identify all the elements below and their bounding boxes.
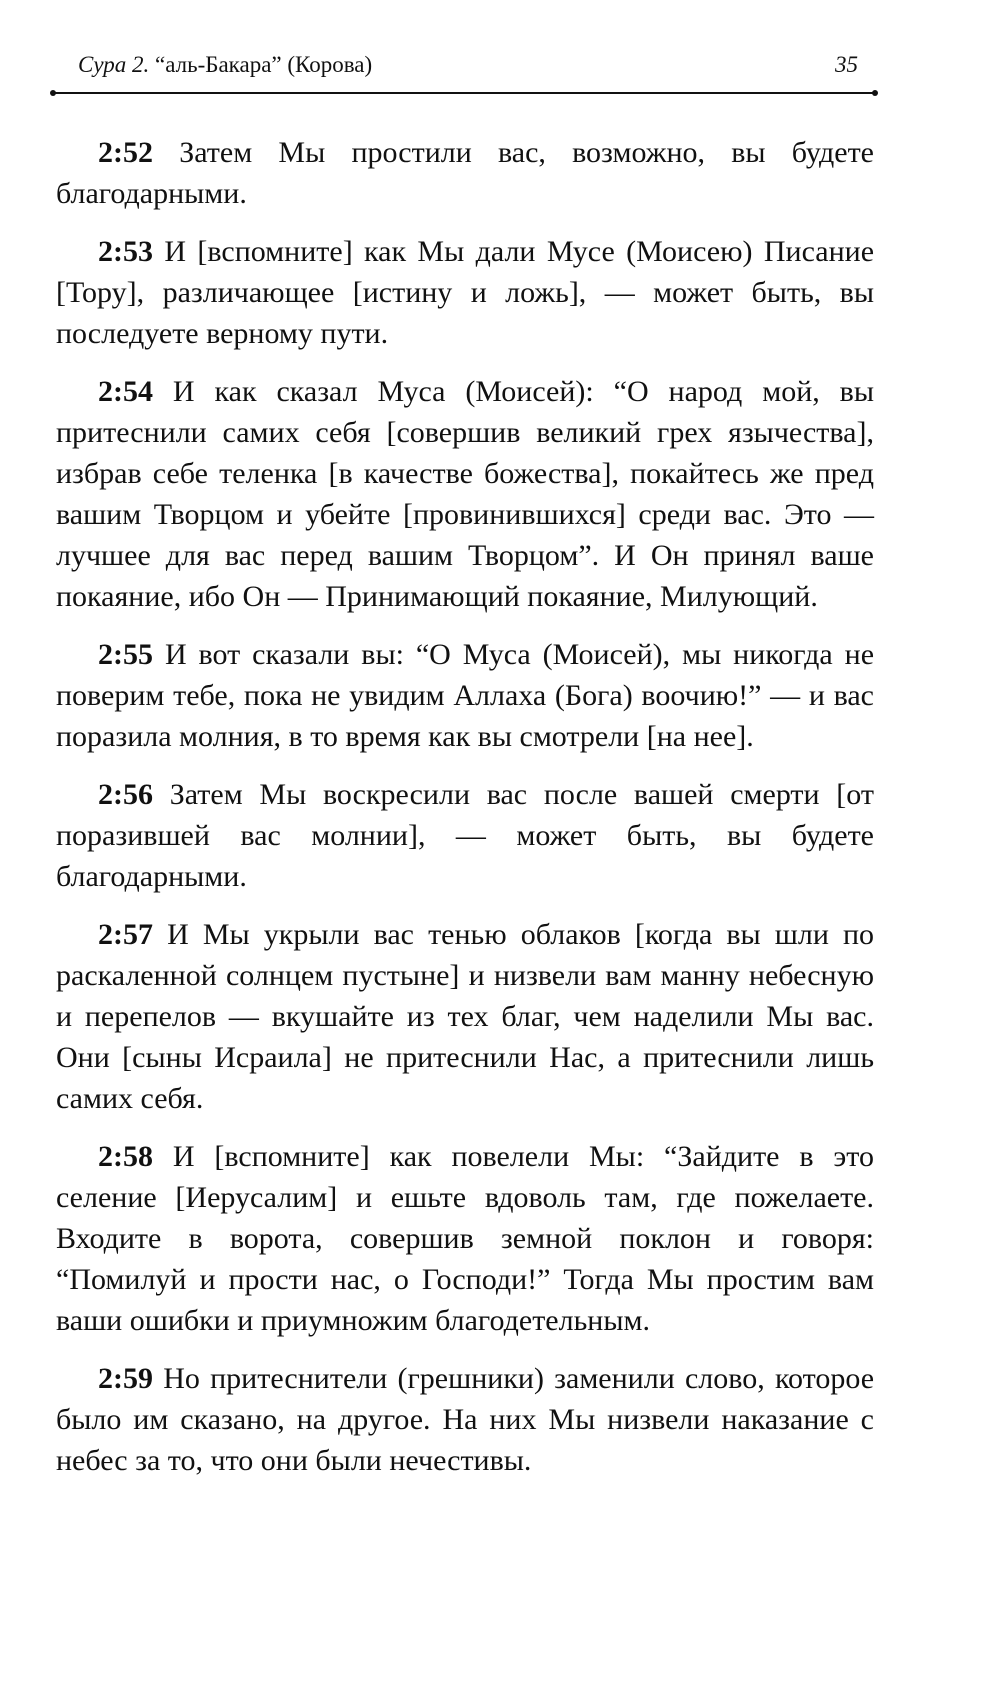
verse-2-59 (56, 1358, 874, 1481)
verse-2-58 (56, 1136, 874, 1341)
verse-text: И [вспомните] как Мы дали Мусе (Моисею) Писание [Тору], различающее [истину и ложь], — может быть, вы последуете верному пути. (56, 235, 875, 350)
verse-list (56, 132, 874, 1498)
verse-text: Затем Мы воскресили вас после вашей смерти [от поразившей вас молнии], — может быть, вы будете благодарными. (56, 778, 874, 893)
verse-text: И вот сказали вы: “О Муса (Моисей), мы никогда не поверим тебе, пока не увидим Аллаха (Бога) воочию!” — и вас поразила молния, в то время как вы смотрели [на нее]. (56, 638, 875, 753)
verse-2-54 (56, 371, 874, 617)
verse-number: 2:57 (98, 918, 153, 951)
verse-text: Но притеснители (грешники) заменили слово, которое было им сказано, на другое. На них Мы низвели наказание с небес за то, что они были нечестивы. (56, 1362, 875, 1477)
verse-number: 2:56 (98, 778, 153, 811)
verse-text: И как сказал Муса (Моисей): “О народ мой, вы притеснили самих себя [совершив великий грех язычества], избрав себе теленка [в качестве божества], покайтесь же пред вашим Творцом и убейте [провинившихся] среди вас. Это — лучшее для вас перед вашим Творцом”. И Он принял ваше покаяние, ибо Он — Принимающий покаяние, Милующий. (56, 375, 874, 613)
verse-number: 2:55 (98, 638, 153, 671)
verse-2-55 (56, 634, 874, 757)
page-number: 35 (835, 52, 858, 77)
sura-label: Сура 2. (78, 52, 150, 77)
verse-number: 2:52 (98, 136, 153, 169)
header-divider (52, 92, 876, 94)
chapter-title: “аль-Бакара” (Корова) (155, 52, 373, 77)
verse-2-56 (56, 774, 874, 897)
verse-text: И Мы укрыли вас тенью облаков [когда вы шли по раскаленной солнцем пустыне] и низвели вам манну небесную и перепелов — вкушайте из тех благ, чем наделили Мы вас. Они [сыны Исраила] не притеснили Нас, а притеснили лишь самих себя. (56, 918, 875, 1115)
verse-text: Затем Мы простили вас, возможно, вы будете благодарными. (56, 136, 874, 210)
verse-number: 2:53 (98, 235, 153, 268)
verse-text: И [вспомните] как повелели Мы: “Зайдите в это селение [Иерусалим] и ешьте вдоволь там, где пожелаете. Входите в ворота, совершив земной поклон и говоря: “Помилуй и прости нас, о Господи!” Тогда Мы простим вам ваши ошибки и приумножим благодетельным. (56, 1140, 874, 1337)
verse-2-52 (56, 132, 874, 214)
chapter-heading (78, 52, 372, 78)
verse-number: 2:58 (98, 1140, 153, 1173)
verse-2-57 (56, 914, 874, 1119)
verse-2-53 (56, 231, 874, 354)
verse-number: 2:59 (98, 1362, 153, 1395)
verse-number: 2:54 (98, 375, 153, 408)
